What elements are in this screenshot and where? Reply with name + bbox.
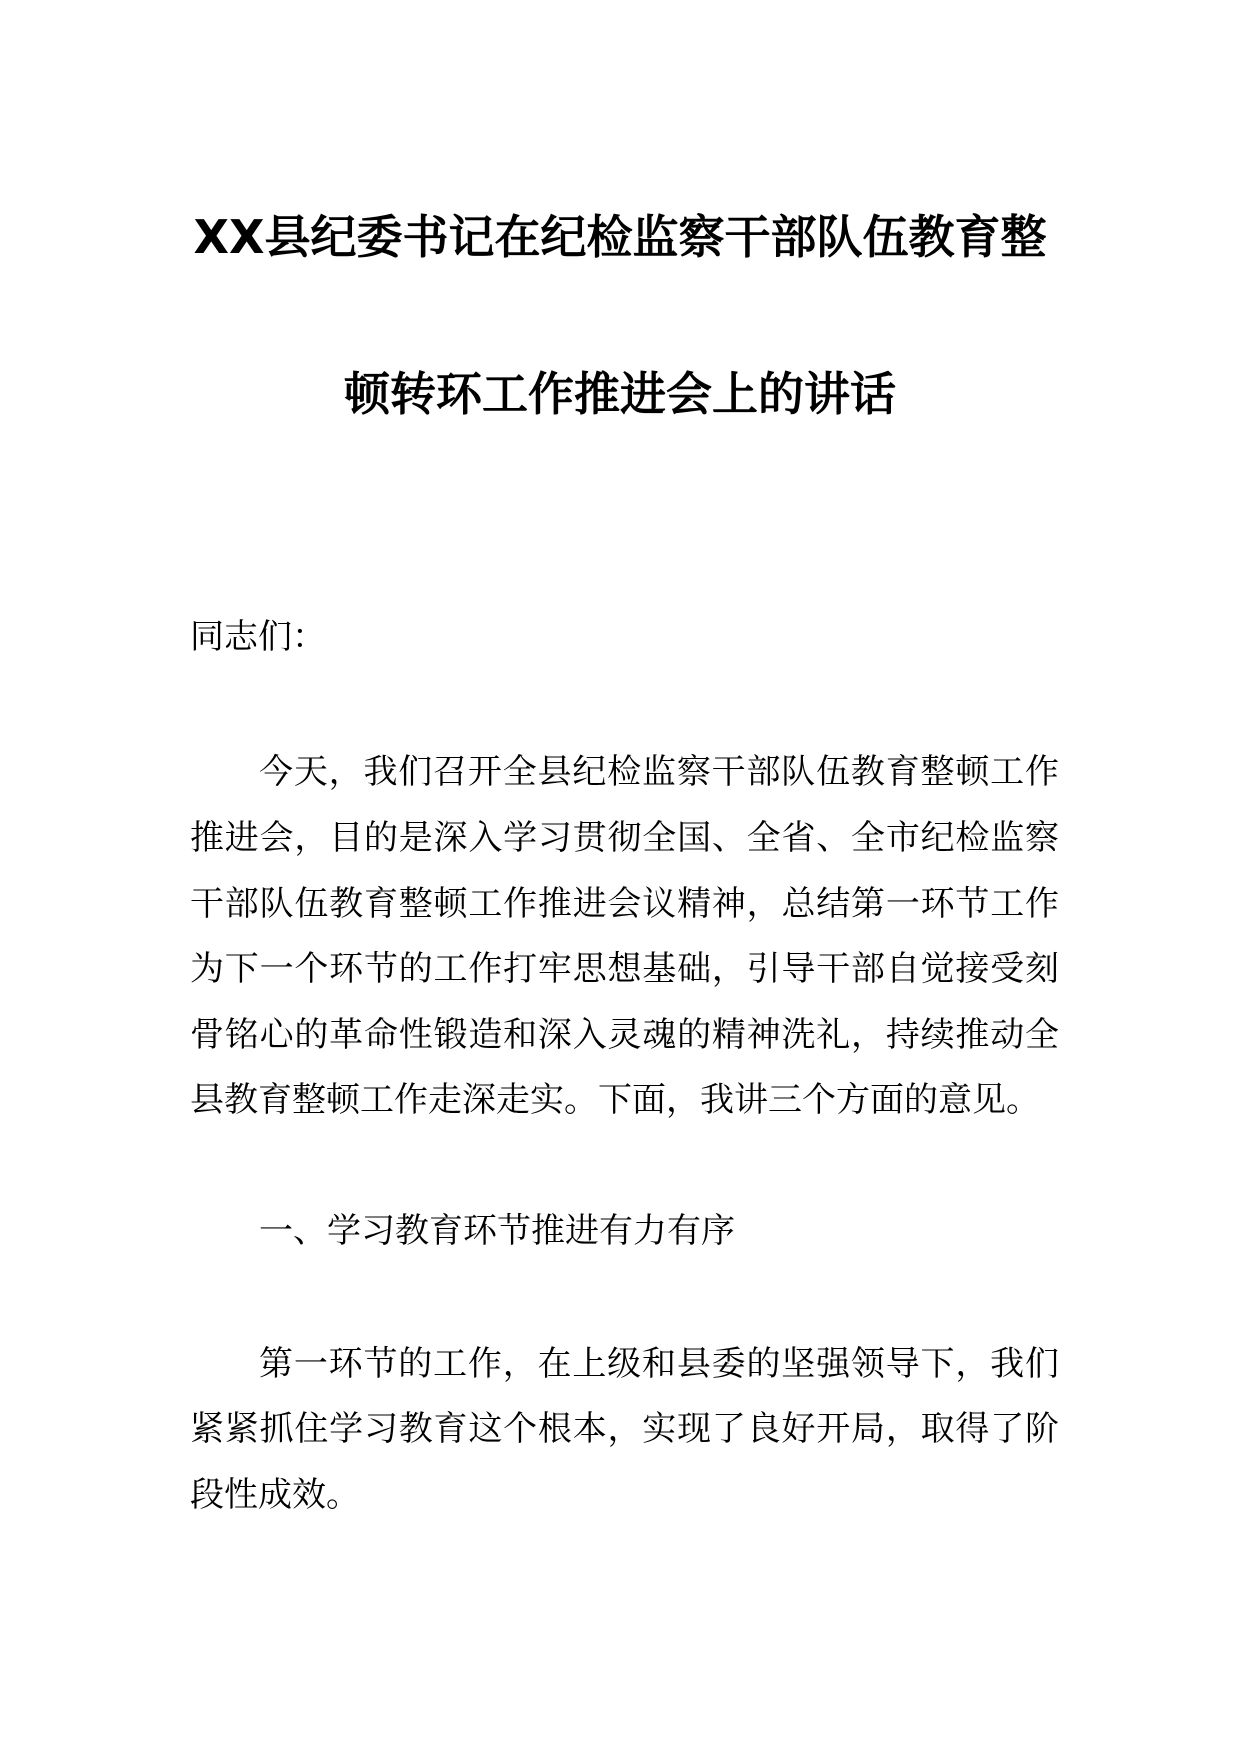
paragraph-line: 骨铭心的革命性锻造和深入灵魂的精神洗礼，持续推动全: [190, 1015, 1059, 1055]
paragraph-line: 紧紧抓住学习教育这个根本，实现了良好开局，取得了阶: [190, 1409, 1059, 1449]
paragraph-line: 为下一个环节的工作打牢思想基础，引导干部自觉接受刻: [190, 949, 1059, 989]
paragraph-line: 推进会，目的是深入学习贯彻全国、全省、全市纪检监察: [190, 818, 1059, 858]
paragraph-line: 干部队伍教育整顿工作推进会议精神，总结第一环节工作: [190, 884, 1059, 924]
salutation: 同志们：: [190, 617, 326, 657]
document-title-line-2: 顿转环工作推进会上的讲话: [344, 367, 896, 421]
paragraph-line: 县教育整顿工作走深走实。下面，我讲三个方面的意见。: [190, 1080, 1040, 1120]
document-title-line-1: XX县纪委书记在纪检监察干部队伍教育整: [193, 210, 1047, 264]
section-heading: 一、学习教育环节推进有力有序: [259, 1211, 735, 1251]
paragraph-line: 今天，我们召开全县纪检监察干部队伍教育整顿工作: [259, 752, 1059, 792]
paragraph-line: 第一环节的工作，在上级和县委的坚强领导下，我们: [259, 1344, 1059, 1384]
paragraph-line: 段性成效。: [190, 1475, 360, 1515]
